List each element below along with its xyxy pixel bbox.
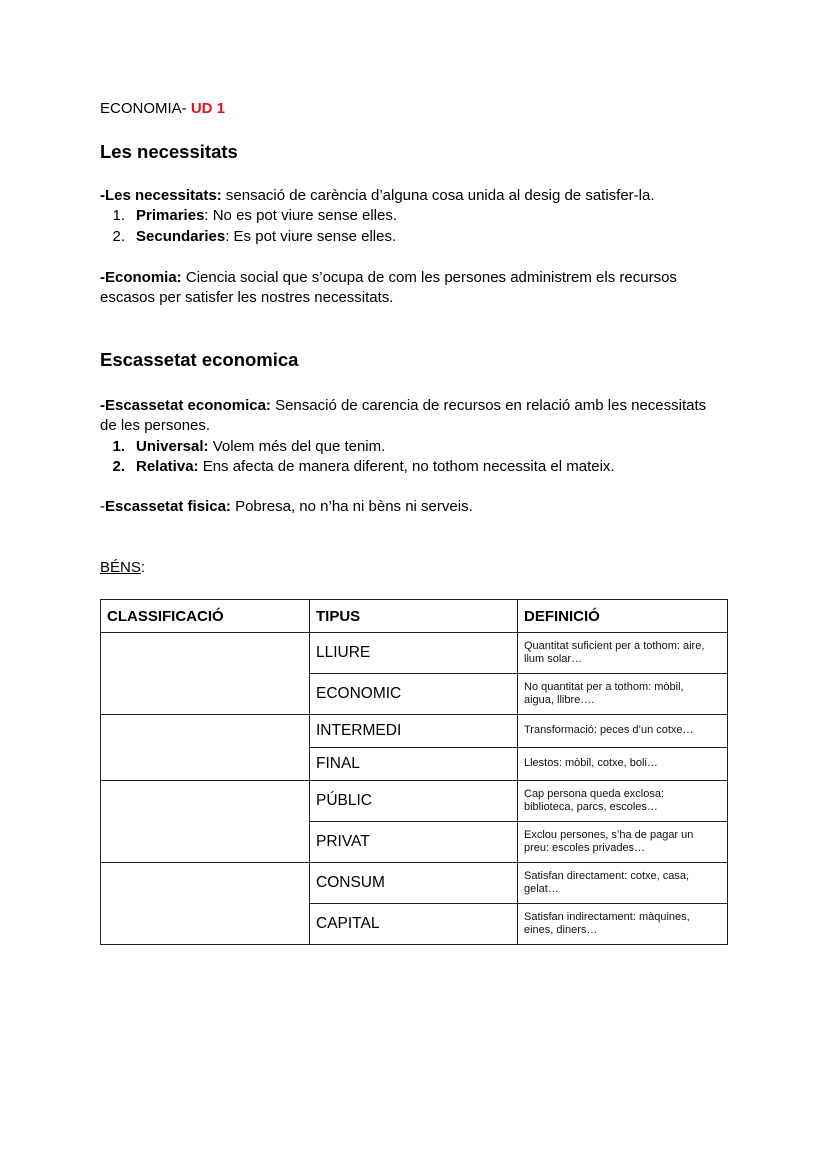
definition-term: Escassetat fisica: [105,498,231,515]
list-number: 2. [112,458,125,475]
def-line: llum solar… [524,653,583,665]
bens-title: BÉNS [100,559,141,576]
bens-colon: : [140,559,146,576]
bens-label [100,558,145,579]
definicio-cell: Llestos: mòbil, cotxe, boli… [518,748,728,781]
list-item [100,457,615,478]
definition-term: -Les necessitats: [100,187,222,204]
economia-definition [100,268,677,289]
definicio-cell [518,781,728,822]
definition-text: Ciencia social que s’ocupa de com les persones administrem els recursos [181,269,677,286]
definicio-cell [518,633,728,674]
list-number: 2. [112,228,125,245]
necessitats-definition [100,186,655,207]
tipus-cell: FINAL [310,748,518,781]
section-title-escassetat: Escassetat economica [100,349,299,370]
tipus-cell: CONSUM [310,863,518,904]
definicio-cell [518,904,728,945]
classificacio-cell [101,715,310,781]
list-text: : Es pot viure sense elles. [225,228,397,245]
def-line: eines, diners… [524,924,598,936]
list-term: Universal: [136,438,209,455]
subject-label: ECONOMIA- [100,100,191,117]
definicio-cell [518,674,728,715]
document-header [100,100,225,118]
list-term: Relativa: [136,458,199,475]
classificacio-cell [101,863,310,945]
list-number: 1. [112,207,125,224]
list-term: Secundaries [136,228,226,245]
def-line: gelat… [524,883,559,895]
definition-text: Sensació de carencia de recursos en relació amb les necessitats [270,397,707,414]
def-line: Satisfan directament: cotxe, casa, [524,869,690,882]
list-text: : No es pot viure sense elles. [204,207,397,224]
table-row [101,633,728,674]
classificacio-cell [101,633,310,715]
tipus-cell: CAPITAL [310,904,518,945]
tipus-cell: PÚBLIC [310,781,518,822]
list-text: Volem més del que tenim. [208,438,386,455]
list-item [100,227,396,248]
escassetat-fisica [100,497,473,518]
table-header-row [101,600,728,633]
tipus-cell: PRIVAT [310,822,518,863]
list-text: Ens afecta de manera diferent, no tothom necessita el mateix. [198,458,615,475]
prefix: - [100,498,105,515]
tipus-cell: ECONOMIC [310,674,518,715]
classificacio-cell [101,781,310,863]
definicio-cell [518,863,728,904]
tipus-cell: LLIURE [310,633,518,674]
definicio-cell: Transformació: peces d’un cotxe… [518,715,728,748]
def-line: aigua, llibre…. [524,694,595,706]
list-number: 1. [112,438,125,455]
table-row [101,863,728,904]
def-line: biblioteca, parcs, escoles… [524,801,658,813]
header-classificacio: CLASSIFICACIÓ [101,600,310,633]
escassetat-definition [100,396,706,417]
goods-classification-table [100,599,728,945]
definition-term: -Escassetat economica: [100,397,271,414]
def-line: Satisfan indirectament: màquines, [524,910,690,923]
def-line: Quantitat suficient per a tothom: aire, [524,639,705,652]
economia-definition-cont: escasos per satisfer les nostres necessitats. [100,289,394,306]
header-tipus: TIPUS [310,600,518,633]
def-line: preu: escoles privades… [524,842,646,854]
header-definicio: DEFINICIÓ [518,600,728,633]
def-line: Exclou persones, s’ha de pagar un [524,828,694,841]
escassetat-definition-cont: de les persones. [100,417,211,434]
def-line: No quantitat per a tothom: mòbil, [524,680,684,693]
table-row [101,781,728,822]
list-term: Primaries [136,207,205,224]
definition-term: -Economia: [100,269,182,286]
def-line: Cap persona queda exclosa: [524,787,665,800]
unit-label: UD 1 [190,100,226,117]
table-row [101,715,728,748]
section-title-necessitats: Les necessitats [100,141,238,162]
definition-text: Pobresa, no n’ha ni bèns ni serveis. [230,498,473,515]
tipus-cell: INTERMEDI [310,715,518,748]
definition-text: sensació de carència d’alguna cosa unida al desig de satisfer-la. [221,187,655,204]
list-item [100,206,397,227]
list-item [100,437,385,458]
definicio-cell [518,822,728,863]
